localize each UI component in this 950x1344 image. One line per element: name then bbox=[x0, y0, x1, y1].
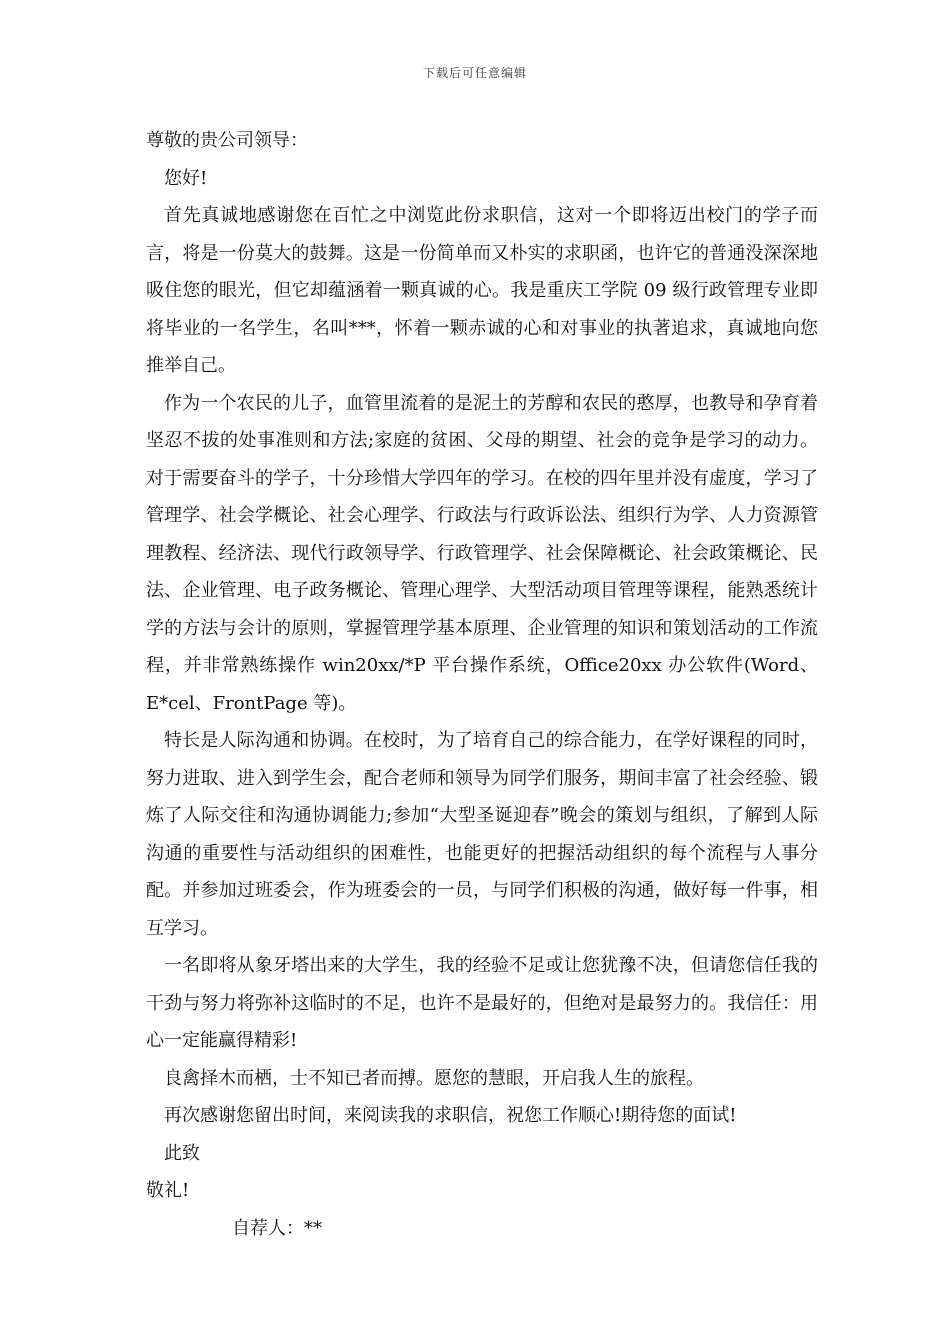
signature: 自荐人：** bbox=[232, 1217, 322, 1239]
salutation: 尊敬的贵公司领导： bbox=[146, 130, 308, 151]
letter-body bbox=[146, 122, 818, 1247]
closing-line-1: 此致 bbox=[164, 1142, 200, 1164]
paragraph-hope: 良禽择木而栖，士不知已者而搏。愿您的慧眼，开启我人生的旅程。 bbox=[164, 1067, 704, 1089]
paragraph-education: 作为一个农民的儿子，血管里流着的是泥土的芳醇和农民的憨厚，也教导和孕育着坚忍不拔的处事准则和方法;家庭的贫困、父母的期望、社会的竞争是学习的动力。对于需要奋斗的学子，十分珍惜大学四年的学习。在校的四年里并没有虚度，学习了管理学、社会学概论、社会心理学、行政法与行政诉讼法、组织行为学、人力资源管理教程、经济法、现代行政领导学、行政管理学、社会保障概论、社会政策概论、民法、企业管理、电子政务概论、管理心理学、大型活动项目管理等课程，能熟悉统计学的方法与会计的原则，掌握管理学基本原理、企业管理的知识和策划活动的工作流程，并非常熟练操作 win20xx/*P 平台操作系统，Office20xx 办公软件(Word、E*cel、FrontPage 等)。 bbox=[146, 392, 818, 714]
paragraph-commitment: 一名即将从象牙塔出来的大学生，我的经验不足或让您犹豫不决，但请您信任我的干劲与努力将弥补这临时的不足，也许不是最好的，但绝对是最努力的。我信任：用心一定能赢得精彩! bbox=[146, 955, 818, 1051]
paragraph-intro: 首先真诚地感谢您在百忙之中浏览此份求职信，这对一个即将迈出校门的学子而言，将是一份莫大的鼓舞。这是一份简单而又朴实的求职函，也许它的普通没深深地吸住您的眼光，但它却蕴涵着一颗真诚的心。我是重庆工学院 09 级行政管理专业即将毕业的一名学生，名叫***，怀着一颗赤诚的心和对事业的执著追求，真诚地向您推举自己。 bbox=[146, 205, 818, 376]
page-header-note: 下载后可任意编辑 bbox=[422, 66, 527, 80]
paragraph-strengths: 特长是人际沟通和协调。在校时，为了培育自己的综合能力，在学好课程的同时，努力进取、进入到学生会，配合老师和领导为同学们服务，期间丰富了社会经验、锻炼了人际交往和沟通协调能力;参加“大型圣诞迎春”晚会的策划与组织，了解到人际沟通的重要性与活动组织的困难性，也能更好的把握活动组织的每个流程与人事分配。并参加过班委会，作为班委会的一员，与同学们积极的沟通，做好每一件事，相互学习。 bbox=[146, 730, 818, 939]
paragraph-thanks: 再次感谢您留出时间，来阅读我的求职信，祝您工作顺心!期待您的面试! bbox=[164, 1105, 737, 1126]
closing-line-2: 敬礼! bbox=[146, 1180, 190, 1201]
greeting: 您好! bbox=[164, 167, 208, 189]
